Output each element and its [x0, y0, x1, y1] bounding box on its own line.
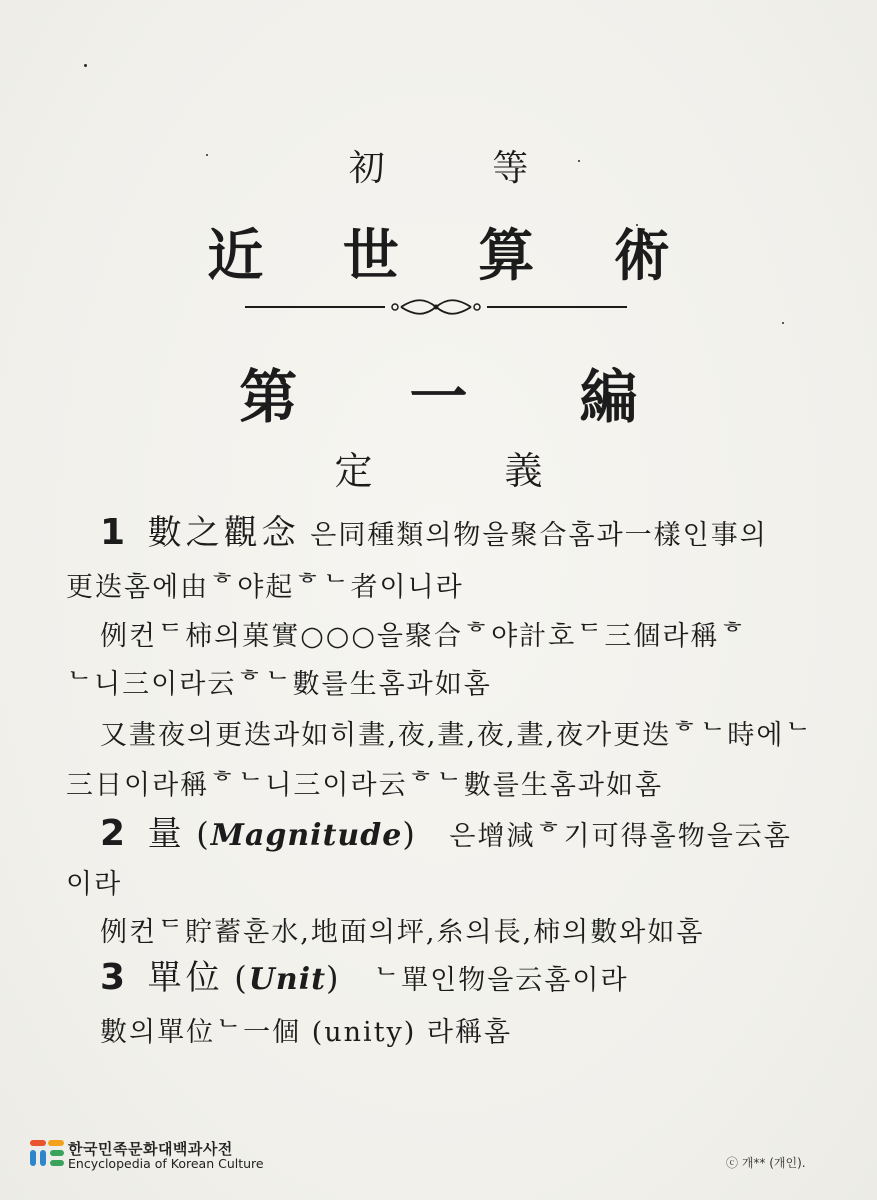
definition-term: 單位	[147, 958, 224, 998]
book-title: 近 世 算 術	[207, 223, 700, 289]
ink-speck	[782, 322, 784, 324]
definition-text: ᄂ單인物을云홈이라	[373, 965, 629, 996]
body-line: 又晝夜의更迭과如히晝,夜,晝,夜,晝,夜가更迭ᄒᄂ時에ᄂ	[100, 720, 813, 751]
paren-close: )	[402, 815, 417, 853]
publisher-korean[interactable]: 한국민족문화대백과사전	[68, 1140, 233, 1158]
english-term: Unit	[248, 962, 326, 997]
ink-speck	[84, 64, 87, 67]
subtitle-elementary: 初 等	[348, 148, 577, 189]
definition-text: 은增減ᄒ기可得홀物을云홈	[449, 821, 792, 852]
paren-open: (	[196, 815, 211, 853]
definition-number: 3	[100, 957, 128, 998]
body-line: ᄂ니三이라云ᄒᄂ數를生홈과如홈	[66, 669, 492, 700]
body-line: 數의單位ᄂ一個 (unity) 라稱홈	[100, 1017, 513, 1048]
publisher-english[interactable]: Encyclopedia of Korean Culture	[68, 1156, 264, 1171]
definition-text: 은同種類의物을聚合홈과一樣인事의	[310, 520, 768, 551]
definition-3-line	[100, 950, 860, 999]
definition-number: 1	[100, 512, 128, 553]
section-title: 定 義	[334, 449, 603, 493]
definition-1-line	[100, 505, 860, 554]
body-line: 例컨ᄃ柿의菓實○○○을聚合ᄒ야計호ᄃ三個라稱ᄒ	[100, 621, 748, 652]
body-line: 例컨ᄃ貯蓄훈水,地面의坪,糸의長,柿의數와如홈	[100, 917, 705, 948]
definition-2-line	[100, 806, 860, 855]
body-line: 이라	[66, 869, 123, 900]
paren-open: (	[234, 959, 249, 997]
definition-term: 量	[147, 814, 186, 854]
definition-number: 2	[100, 813, 128, 854]
body-line: 更迭홈에由ᄒ야起ᄒᄂ者이니라	[66, 572, 464, 603]
ornament-divider-icon	[245, 296, 627, 318]
body-line: 三日이라稱ᄒᄂ니三이라云ᄒᄂ數를生홈과如홈	[66, 770, 664, 801]
english-term: Magnitude	[210, 818, 403, 853]
encyclopedia-logo-icon[interactable]	[30, 1138, 66, 1174]
copyright-notice: ⓒ 개** (개인).	[726, 1156, 806, 1170]
part-title: 第 一 編	[239, 363, 684, 431]
paren-close: )	[325, 959, 341, 997]
definition-term: 數之觀念	[147, 513, 300, 553]
